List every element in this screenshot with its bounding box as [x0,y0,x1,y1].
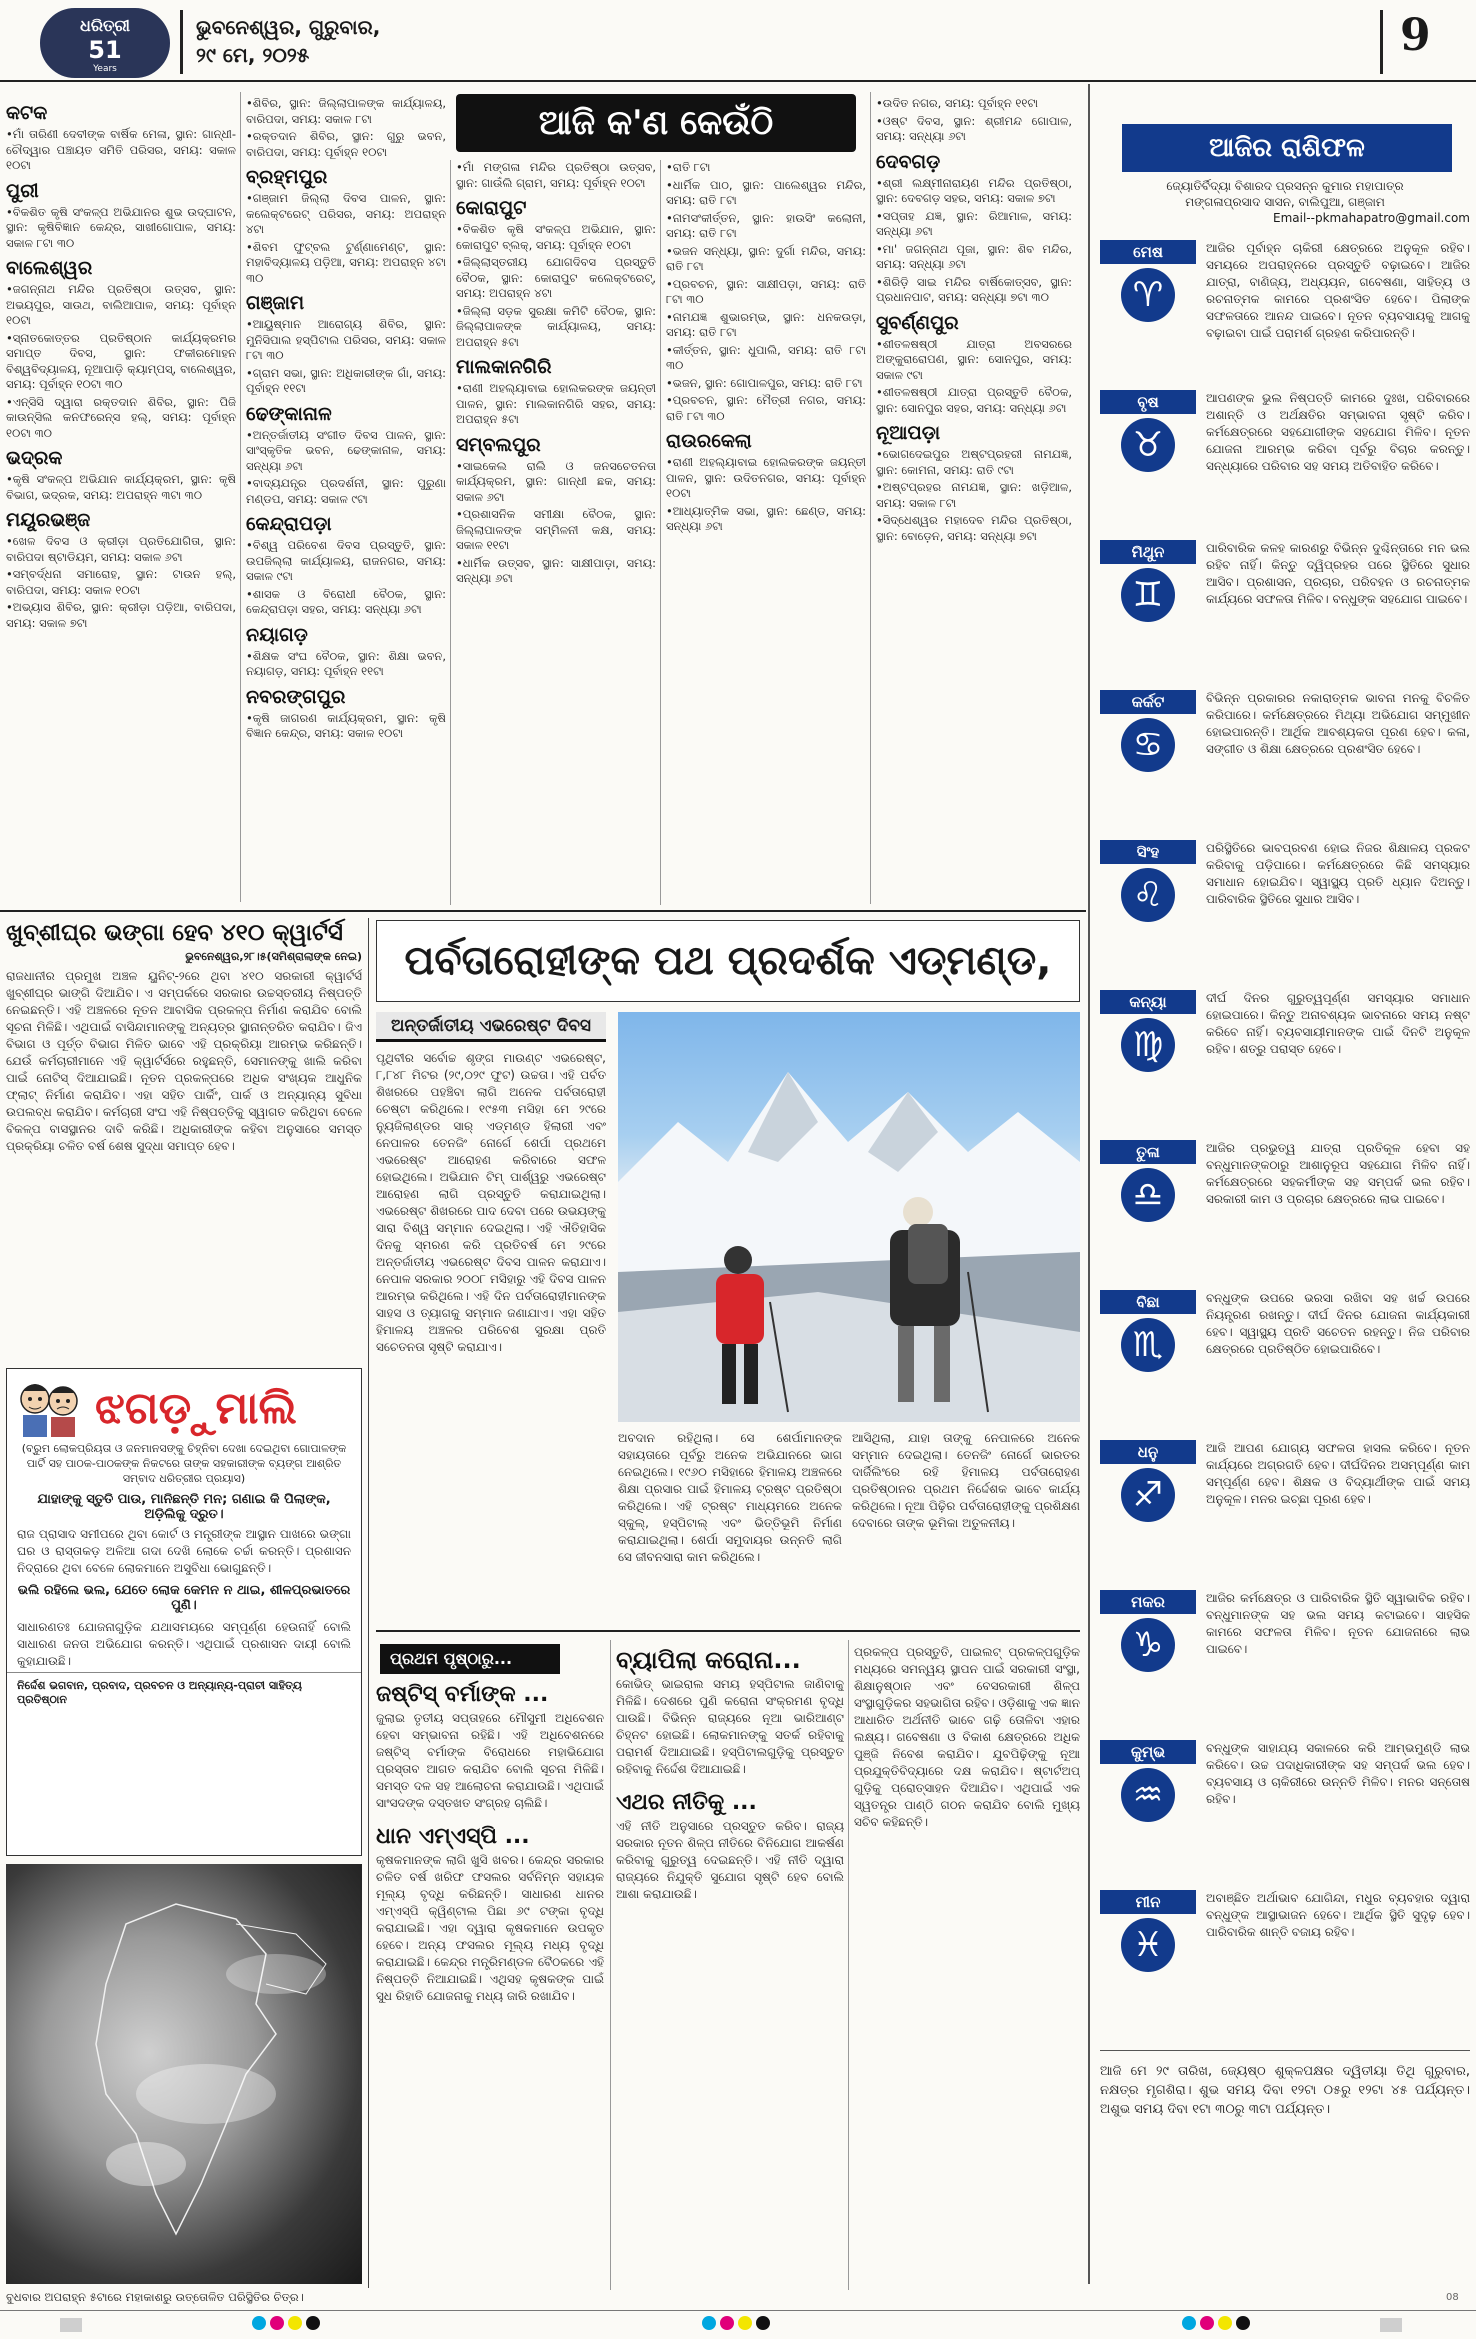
rashifal-title: ଆଜିର ରାଶିଫଳ [1122,124,1452,172]
listing-entry: • ପ୍ରଶାସନିକ ସମୀକ୍ଷା ବୈଠକ, ସ୍ଥାନ: ଜିଲ୍ଲାପାଳଙ୍କ ସମ୍ମିଳନୀ କକ୍ଷ, ସମୟ: ସକାଳ ୧୧ଟା [456,507,656,554]
cartoon-panel [6,1368,362,1856]
panji-text: ଆଜି ମେ ୨୯ ତାରିଖ, ଜ୍ୟେଷ୍ଠ ଶୁକ୍ଳପକ୍ଷର ଦ୍ୱିତୀୟା ତିଥି ଗୁରୁବାର, ନକ୍ଷତ୍ର ମୃଗଶିରା। ଶୁଭ ସମୟ ଦିବା ୧୨ଟା ୦୫ରୁ ୧୨ଟା ୪୫ ପର୍ଯ୍ୟନ୍ତ। ଅଶୁଭ ସମୟ ଦିବା ୧ଟା ୩୦ରୁ ୩ଟା ପର୍ଯ୍ୟନ୍ତ। [1100,2064,1470,2117]
listing-city-block [876,312,1072,417]
listing-entry: • ଜିଲ୍ଲାସ୍ତରୀୟ ଯୋଗଦିବସ ପ୍ରସ୍ତୁତି ବୈଠକ, ସ୍ଥାନ: କୋରାପୁଟ କଲେକ୍ଟରେଟ୍, ସମୟ: ଅପରାହ୍ନ ୪ଟା [456,255,656,302]
listing-entry: • ରାଣୀ ଅହଲ୍ୟାବାଇ ହୋଲକରଙ୍କ ଜୟନ୍ତୀ ପାଳନ, ସ୍ଥାନ: ମାଲକାନଗିରି ସହର, ସମୟ: ଅପରାହ୍ନ ୫ଟା [456,381,656,428]
listing-entry: • ରାତି ୮ଟା [666,160,866,176]
listing-entry: • ରାଣୀ ଅହଲ୍ୟାବାଇ ହୋଲକରଙ୍କ ଜୟନ୍ତୀ ପାଳନ, ସ୍ଥାନ: ଉଦିତନଗର, ସମୟ: ପୂର୍ବାହ୍ନ ୧୦ଟା [666,455,866,502]
rashi-name: ମେଷ [1100,240,1196,264]
yellow-dot [1218,2316,1232,2330]
story-headline: ବ୍ୟାପିଲା କରୋନା... [616,1646,801,1674]
black-dot [306,2316,320,2330]
story-headline: ଏଥର ନୀତିକୁ ... [616,1790,757,1815]
listing-entry: • ଓଷ୍ଟ ଦିବସ, ସ୍ଥାନ: ଶ୍ରୀମନ୍ଦ ଗୋପାଳ, ସମୟ: ସନ୍ଧ୍ୟା ୬ଟା [876,114,1072,145]
listing-entry: • ବାଦ୍ୟଯନ୍ତ୍ର ପ୍ରଦର୍ଶନୀ, ସ୍ଥାନ: ପୁରୁଣା ମଣ୍ଡପ, ସମୟ: ସକାଳ ୯ଟା [246,476,446,507]
listing-entry: • ବିଶ୍ୱ ପରିବେଶ ଦିବସ ପ୍ରସ୍ତୁତି, ସ୍ଥାନ: ଉପଜିଲ୍ଲା କାର୍ଯ୍ୟାଳୟ, ରାଜନଗର, ସମୟ: ସକାଳ ୯ଟା [246,538,446,585]
listing-city-block [876,422,1072,544]
astrologer-email: Email--pkmahapatro@gmail.com [1273,211,1470,225]
rashifal-credit [1100,178,1470,226]
aquarius-icon: ♒ [1121,1768,1175,1822]
column-divider [660,160,661,905]
registration-block [1380,2318,1402,2332]
city-name: ବ୍ରହ୍ମପୁର [246,166,328,188]
column-divider [240,92,241,902]
city-name: ମାଲକାନଗିରି [456,356,552,378]
cancer-icon: ♋ [1121,718,1175,772]
listing-city-block [6,180,236,252]
city-name: ସୁବର୍ଣ୍ଣପୁର [876,311,959,334]
listing-entry: • ଭଜନ, ସ୍ଥାନ: ଗୋପାଳପୁର, ସମୟ: ରାତି ୮ଟା [666,376,866,392]
listing-entry: • ଆୟୁଷ୍ମାନ ଆରୋଗ୍ୟ ଶିବିର, ସ୍ଥାନ: ମୁନିସିପାଲ ହସ୍ପିଟାଲ ପରିସର, ସମୟ: ସକାଳ ୮ଟା ୩୦ [246,317,446,364]
cartoon-body: ରାଜ ପ୍ରାସାଦ ସମୀପରେ ଥିବା କୋର୍ଟ ଓ ମନ୍ତ୍ରୀଙ୍କ ଆସ୍ଥାନ ପାଖରେ ଭଙ୍ଗା ଘର ଓ ରାସ୍ତାକଡ଼ ଅଳିଆ ଗଦା ଦେଖି ଲୋକେ ଚର୍ଚ୍ଚା କରନ୍ତି। ପ୍ରଶାସନ ନିଦ୍ରାରେ ଥିବା ବେଳେ ଲୋକମାନେ ଅସୁବିଧା ଭୋଗୁଛନ୍ତି। [17,1527,351,1575]
map-caption: ବୁଧବାର ଅପରାହ୍ନ ୫ଟାରେ ମହାକାଶରୁ ଉତ୍ତୋଳିତ ପରିସ୍ଥିତିର ଚିତ୍ର। [6,2290,304,2304]
listing-city-block [246,513,446,618]
cartoon-verse: ଭଲି ରହିଲେ ଭଲ, ଯେତେ ଲୋକ କେମନ ନ ଥାଇ, ଶୀଳପ୍ରଭାତରେ ପୁଣି। [17,1583,351,1613]
listing-city-block [246,624,446,680]
rashi-text: ଆଜିର ପ୍ରଭୁତ୍ୱ ଯାତ୍ରା ପ୍ରତିକୂଳ ହେବା ସହ ବନ୍ଧୁମାନଙ୍କଠାରୁ ଆଶାନୁରୂପ ସହଯୋଗ ମିଳିବ ନାହିଁ। କର୍ମକ୍ଷେତ୍ରରେ ସହକର୍ମୀଙ୍କ ସହ ସମ୍ପର୍କ ଭଲ ରହିବ। ସରକାରୀ କାମ ଓ ପ୍ରଚାର କ୍ଷେତ୍ରରେ ଲାଭ ପାଇବେ। [1206,1141,1470,1206]
cartoon-characters-icon [15,1377,85,1439]
story-headline: ଜଷ୍ଟିସ୍ ବର୍ମାଙ୍କ ... [376,1682,549,1707]
rashifal-list [1100,240,1470,2040]
listing-entry: • ସ୍ନାତକୋତ୍ତର ପ୍ରତିଷ୍ଠାନ କାର୍ଯ୍ୟକ୍ରମର ସମାପ୍ତ ଦିବସ, ସ୍ଥାନ: ଫକୀରମୋହନ ବିଶ୍ୱବିଦ୍ୟାଳୟ, ନୂଆପାଡ଼ି କ୍ୟାମ୍ପସ୍, ବାଲେଶ୍ୱର, ସମୟ: ପୂର୍ବାହ୍ନ ୧୦ଟା ୩୦ [6,331,236,393]
listing-entry: • ଅନ୍ତର୍ଜାତୀୟ ସଂଗୀତ ଦିବସ ପାଳନ, ସ୍ଥାନ: ସାଂସ୍କୃତିକ ଭବନ, ଢେଙ୍କାନାଳ, ସମୟ: ସନ୍ଧ୍ୟା ୬ଟା [246,428,446,475]
city-name: ନବରଙ୍ଗପୁର [246,685,346,708]
feature-body-left: ପୃଥିବୀର ସର୍ବୋଚ୍ଚ ଶୃଙ୍ଗ ମାଉଣ୍ଟ ଏଭରେଷ୍ଟ, ୮,୮୪୮ ମିଟର (୨୯,୦୨୯ ଫୁଟ) ଉଚ୍ଚତା। ଏହି ପର୍ବତ ଶିଖରରେ ପହଞ୍ଚିବା ଲାଗି ଅନେକ ପର୍ବତାରୋହୀ ଚେଷ୍ଟା କରିଥିଲେ। ୧୯୫୩ ମସିହା ମେ ୨୯ରେ ନ୍ୟୁଜିଲାଣ୍ଡର ସାର୍ ଏଡ୍‌ମଣ୍ଡ ହିଲାରୀ ଏବଂ ନେପାଳର ତେନଜିଂ ନୋର୍ଗେ ଶେର୍ପା ପ୍ରଥମେ ଏଭରେଷ୍ଟ ଆରୋହଣ କରିବାରେ ସଫଳ ହୋଇଥିଲେ। ଅଭିଯାନ ଟିମ୍ ପାର୍ଶ୍ୱରୁ ଏଭରେଷ୍ଟ ଆରୋହଣ ଲାଗି ପ୍ରସ୍ତୁତି କରାଯାଇଥିଲା। ଏଭରେଷ୍ଟ ଶିଖରରେ ପାଦ ଦେବା ପରେ ଉଭୟଙ୍କୁ ସାରା ବିଶ୍ୱ ସମ୍ମାନ ଦେଇଥିଲା। ଏହି ଐତିହାସିକ ଦିନକୁ ସ୍ମରଣ କରି ପ୍ରତିବର୍ଷ ମେ ୨୯ରେ ଅନ୍ତର୍ଜାତୀୟ ଏଭରେଷ୍ଟ ଦିବସ ପାଳନ କରାଯାଏ। ନେପାଳ ସରକାର ୨୦୦୮ ମସିହାରୁ ଏହି ଦିବସ ପାଳନ ଆରମ୍ଭ କରିଥିଲେ। ଏହି ଦିନ ପର୍ବତାରୋହୀମାନଙ୍କ ସାହସ ଓ ତ୍ୟାଗକୁ ସମ୍ମାନ ଜଣାଯାଏ। ଏହା ସହିତ ହିମାଳୟ ଅଞ୍ଚଳର ପରିବେଶ ସୁରକ୍ଷା ପ୍ରତି ସଚେତନତା ସୃଷ୍ଟି କରାଯାଏ। [376,1051,606,1354]
listing-entry: • ଶିବିର, ସ୍ଥାନ: ଜିଲ୍ଲାପାଳଙ୍କ କାର୍ଯ୍ୟାଳୟ, ବାରିପଦା, ସମୟ: ସକାଳ ୮ଟା [246,96,446,127]
city-name: ରାଉରକେଲା [666,430,752,452]
rashi-item-mithuna [1100,540,1470,690]
astrologer-name: ଜ୍ୟୋତିର୍ବିଦ୍ୟା ବିଶାରଦ ପ୍ରସନ୍ନ କୁମାର ମହାପାତ୍ର [1166,179,1404,193]
city-name: ବାଲେଶ୍ୱର [6,257,93,279]
listing-entry: • ନାମସଂକୀର୍ତ୍ତନ, ସ୍ଥାନ: ହାଉସିଂ କଲୋନୀ, ସମୟ: ରାତି ୮ଟା [666,211,866,242]
rashi-badge [1100,240,1196,322]
city-name: ଦେବଗଡ଼ [876,150,941,173]
listing-entry: • ସିଦ୍ଧେଶ୍ୱର ମହାଦେବ ମନ୍ଦିର ପ୍ରତିଷ୍ଠା, ସ୍ଥାନ: ବୋଡ଼େନ, ସମୟ: ସନ୍ଧ୍ୟା ୭ଟା [876,513,1072,544]
magenta-dot [1200,2316,1214,2330]
city-name: ଢେଙ୍କାନାଳ [246,402,332,425]
listing-entry: • ଧାର୍ମିକ ପାଠ, ସ୍ଥାନ: ପାଲେଶ୍ୱର ମନ୍ଦିର, ସମୟ: ରାତି ୮ଟା [666,178,866,209]
rashi-item-kanya [1100,990,1470,1140]
listing-entry: • ଶ୍ରୀ ଲକ୍ଷ୍ମୀନାରାୟଣ ମନ୍ଦିର ପ୍ରତିଷ୍ଠା, ସ୍ଥାନ: ଦେବଗଡ଼ ସହର, ସମୟ: ସକାଳ ୭ଟା [876,176,1072,207]
rashifal-divider [1088,84,1090,2284]
listing-entry: • ମା' ଜଗନ୍ନାଥ ପୂଜା, ସ୍ଥାନ: ଶିବ ମନ୍ଦିର, ସମୟ: ସନ୍ଧ୍ୟା ୬ଟା [876,242,1072,273]
listing-column-1 [6,96,236,906]
rashi-item-simha [1100,840,1470,990]
rashi-badge [1100,1440,1196,1522]
feature-body-right: ଆସିଥିଲା, ଯାହା ତାଙ୍କୁ ନେପାଳରେ ଅନେକ ସମ୍ମାନ ଦେଇଥିଲା। ତେନଜିଂ ନୋର୍ଗେ ଭାରତର ଦାର୍ଜିଲିଂରେ ରହି ହିମାଳୟ ପର୍ବତାରୋହଣ ପ୍ରତିଷ୍ଠାନର ପ୍ରଥମ ନିର୍ଦ୍ଦେଶକ ଭାବେ କାର୍ଯ୍ୟ କରିଥିଲେ। ନୂଆ ପିଢ଼ିର ପର୍ବତାରୋହୀଙ୍କୁ ପ୍ରଶିକ୍ଷଣ ଦେବାରେ ତାଙ୍କ ଭୂମିକା ଅତୁଳନୀୟ। [852,1431,1080,1530]
rashi-name: ମକର [1100,1590,1196,1614]
listing-entry: • କୃଷି ଜାଗରଣ କାର୍ଯ୍ୟକ୍ରମ, ସ୍ଥାନ: କୃଷି ବିଜ୍ଞାନ କେନ୍ଦ୍ର, ସମୟ: ସକାଳ ୧୦ଟା [246,711,446,742]
yellow-dot [288,2316,302,2330]
black-dot [1236,2316,1250,2330]
rashi-name: ମୀନ [1100,1890,1196,1914]
listing-entry: • ରକ୍ତଦାନ ଶିବିର, ସ୍ଥାନ: ଗୁରୁ ଭବନ, ବାରିପଦା, ସମୟ: ପୂର୍ବାହ୍ନ ୧୦ଟା [246,129,446,160]
rashi-item-dhanu [1100,1440,1470,1590]
panji-rule [1100,2050,1470,2051]
color-registration-marks [700,2316,772,2334]
rashi-name: ବୃଷ [1100,390,1196,414]
listing-city-block [6,447,236,503]
yellow-dot [738,2316,752,2330]
anniversary-number: 51 [88,36,122,64]
virgo-icon: ♍ [1121,1018,1175,1072]
rashi-text: ବନ୍ଧୁଙ୍କ ସାହାଯ୍ୟ ସକାଳରେ କରି ଆମ୍ଭମୁଣ୍ଡି ଲାଭ କରିବେ। ଉଚ୍ଚ ପଦାଧିକାରୀଙ୍କ ସହ ସମ୍ପର୍କ ଭଲ ହେବ। ବ୍ୟବସାୟ ଓ ଚାକିରୀରେ ଉନ୍ନତି ମିଳିବ। ମନର ସନ୍ତୋଷ ରହିବ। [1206,1741,1470,1806]
listing-entry: • ନାମଯଜ୍ଞ ଶୁଭାରମ୍ଭ, ସ୍ଥାନ: ଧନକଉଡ଼ା, ସମୟ: ରାତି ୮ଟା [666,310,866,341]
leo-icon: ♌ [1121,868,1175,922]
listing-city-block [6,257,236,441]
listing-entry: • ଖେଳ ଦିବସ ଓ କ୍ରୀଡ଼ା ପ୍ରତିଯୋଗିତା, ସ୍ଥାନ: ବାରିପଦା ଷ୍ଟାଡିୟମ, ସମୟ: ସକାଳ ୬ଟା [6,534,236,565]
rashi-text: ବିଭିନ୍ନ ପ୍ରକାରର ନକାରାତ୍ମକ ଭାବନା ମନକୁ ବିଚଳିତ କରିପାରେ। କର୍ମକ୍ଷେତ୍ରରେ ମିଥ୍ୟା ଅଭିଯୋଗ ସମ୍ମୁଖୀନ ହୋଇପାରନ୍ତି। ଆର୍ଥିକ ଆବଶ୍ୟକତା ପୂରଣ ହେବ। କଳା, ସଙ୍ଗୀତ ଓ ଶିକ୍ଷା କ୍ଷେତ୍ରରେ ପ୍ରଶଂସିତ ହେବେ। [1206,691,1470,756]
listing-entry: • କୀର୍ତ୍ତନ, ସ୍ଥାନ: ଧୁପାଲି, ସମୟ: ରାତି ୮ଟା ୩୦ [666,343,866,374]
listing-city-block [246,403,446,508]
rashi-item-makara [1100,1590,1470,1740]
listing-city-block [456,434,656,587]
story-headline: ଧାନ ଏମ୍‌ଏସ୍‌ପି ... [376,1824,530,1849]
rashi-name: କର୍କଟ [1100,690,1196,714]
cyan-dot [1182,2316,1196,2330]
rashi-text: ପାରିବାରିକ କଳହ କାରଣରୁ ବିଭିନ୍ନ ଦୁଶ୍ଚିନ୍ତାରେ ମନ ଭଲ ରହିବ ନାହିଁ। କିନ୍ତୁ ଦ୍ୱିପ୍ରହର ପରେ ସ୍ଥିତିରେ ସୁଧାର ଆସିବ। ପ୍ରଶାସନ, ପ୍ରଚାର, ପରିବହନ ଓ ରଚନାତ୍ମକ କାର୍ଯ୍ୟରେ ସଫଳତା ମିଳିବ। ବନ୍ଧୁଙ୍କ ସହଯୋଗ ପାଇବେ। [1206,541,1470,606]
rashi-text: ଦୀର୍ଘ ଦିନର ଗୁରୁତ୍ୱପୂର୍ଣ୍ଣ ସମସ୍ୟାର ସମାଧାନ ହୋଇପାରେ। କିନ୍ତୁ ଅନାବଶ୍ୟକ ଭାବନାରେ ସମୟ ନଷ୍ଟ କରିବେ ନାହିଁ। ବ୍ୟବସାୟୀମାନଙ୍କ ପାଇଁ ଦିନଟି ଅନୁକୂଳ ରହିବ। ଶତ୍ରୁ ପରାସ୍ତ ହେବେ। [1206,991,1470,1056]
rashi-item-tula [1100,1140,1470,1290]
rashi-name: ଧନୁ [1100,1440,1196,1464]
city-name: ପୁରୀ [6,179,39,202]
magenta-dot [720,2316,734,2330]
listing-entry: • ଶିକ୍ଷକ ସଂଘ ବୈଠକ, ସ୍ଥାନ: ଶିକ୍ଷା ଭବନ, ନୟାଗଡ଼, ସମୟ: ପୂର୍ବାହ୍ନ ୧୧ଟା [246,649,446,680]
listing-entry: • ପ୍ରବଚନ, ସ୍ଥାନ: ମୈତ୍ରୀ ନଗର, ସମୟ: ରାତି ୮ଟା ୩୦ [666,393,866,424]
listing-column-2 [246,96,446,906]
rashi-text: ବନ୍ଧୁଙ୍କ ଉପରେ ଭରସା ରଖିବା ସହ ଖର୍ଚ୍ଚ ଉପରେ ନିୟନ୍ତ୍ରଣ ରଖନ୍ତୁ। ଦୀର୍ଘ ଦିନର ଯୋଜନା କାର୍ଯ୍ୟକାରୀ ହେବ। ସ୍ୱାସ୍ଥ୍ୟ ପ୍ରତି ସଚେତନ ରହନ୍ତୁ। ନିଜ ପରିବାର କ୍ଷେତ୍ରରେ ପ୍ରତିଷ୍ଠିତ ହୋଇପାରିବେ। [1206,1291,1470,1356]
color-registration-marks [1180,2316,1252,2334]
listing-city-block [876,151,1072,306]
page-corner-code: 08 [1446,2292,1459,2303]
news-quarters [6,918,362,1358]
listing-entry: • ପ୍ରବଚନ, ସ୍ଥାନ: ସାକ୍ଷୀପଡ଼ା, ସମୟ: ରାତି ୮ଟା ୩୦ [666,277,866,308]
feature-kicker: ଅନ୍ତର୍ଜାତୀୟ ଏଭରେଷ୍ଟ ଦିବସ [376,1012,606,1042]
listing-entry: • ମାଁ ମଙ୍ଗଳା ମନ୍ଦିର ପ୍ରତିଷ୍ଠା ଉତ୍ସବ, ସ୍ଥାନ: ଗାଉଁଲି ଗ୍ରାମ, ସମୟ: ପୂର୍ବାହ୍ନ ୧୦ଟା [456,160,656,191]
rashi-badge [1100,990,1196,1072]
column-divider [368,918,369,2288]
rashi-name: କନ୍ୟା [1100,990,1196,1014]
listing-entry: • ଗଞ୍ଜାମ ଜିଲ୍ଲା ଦିବସ ପାଳନ, ସ୍ଥାନ: କଲେକ୍ଟରେଟ୍ ପରିସର, ସମୟ: ଅପରାହ୍ନ ୪ଟା [246,191,446,238]
listing-city-block [246,292,446,397]
rashi-item-meena [1100,1890,1470,2040]
listing-entry: • ସପ୍ତାହ ଯଜ୍ଞ, ସ୍ଥାନ: ରିଆମାଳ, ସମୟ: ସନ୍ଧ୍ୟା ୬ଟା [876,209,1072,240]
rashi-name: ବିଛା [1100,1290,1196,1314]
rashi-text: ଅବାଞ୍ଛିତ ଅର୍ଥାଭାବ ଯୋଗିନ୍ଦା, ମଧୁର ବ୍ୟବହାର ଦ୍ୱାରା ବନ୍ଧୁଙ୍କ ଆସ୍ଥାଭାଜନ ହେବେ। ଆର୍ଥିକ ସ୍ଥିତି ସୁଦୃଢ଼ ହେବ। ପାରିବାରିକ ଶାନ୍ତି ବଜାୟ ରହିବ। [1206,1891,1470,1939]
news-body: ରାଜଧାନୀର ପ୍ରମୁଖ ଅଞ୍ଚଳ ୟୁନିଟ୍-୨ରେ ଥିବା ୪୧୦ ସରକାରୀ କ୍ୱାର୍ଟର୍ସ ଖୁବ୍‌ଶୀଘ୍ର ଭାଙ୍ଗି ଦିଆଯିବ। ଏ ସମ୍ପର୍କରେ ସରକାର ଉଚ୍ଚସ୍ତରୀୟ ନିଷ୍ପତ୍ତି ନେଇଛନ୍ତି। ଏହି ଅଞ୍ଚଳରେ ନୂତନ ଆବାସିକ ପ୍ରକଳ୍ପ ନିର୍ମାଣ କରାଯିବ ବୋଲି ସୂଚନା ମିଳିଛି। ଏଥିପାଇଁ ବାସିନ୍ଦାମାନଙ୍କୁ ଅନ୍ୟତ୍ର ସ୍ଥାନାନ୍ତରିତ କରାଯିବ। ଜିଏ ବିଭାଗ ଓ ପୂର୍ତ୍ତ ବିଭାଗ ମିଳିତ ଭାବେ ଏହି ପ୍ରକ୍ରିୟା ଆରମ୍ଭ କରିଛନ୍ତି। ଯେଉଁ କର୍ମଚାରୀମାନେ ଏହି କ୍ୱାର୍ଟର୍ସରେ ରହୁଛନ୍ତି, ସେମାନଙ୍କୁ ଖାଲି କରିବା ପାଇଁ ନୋଟିସ୍ ଦିଆଯାଇଛି। ନୂତନ ପ୍ରକଳ୍ପରେ ଅଧିକ ସଂଖ୍ୟକ ଆଧୁନିକ ଫ୍ଲାଟ୍ ନିର୍ମାଣ କରାଯିବ। ଏହା ସହିତ ପାର୍କିଂ, ପାର୍କ ଓ ଅନ୍ୟାନ୍ୟ ସୁବିଧା ଉପଲବ୍ଧ କରାଯିବ। କର୍ମଚାରୀ ସଂଘ ଏହି ନିଷ୍ପତ୍ତିକୁ ସ୍ୱାଗତ କରିଥିବା ବେଳେ ବିକଳ୍ପ ବାସସ୍ଥାନର ଦାବି କରିଛି। ଅଧିକାରୀଙ୍କ କହିବା ଅନୁସାରେ ସମସ୍ତ ପ୍ରକ୍ରିୟା ଚଳିତ ବର୍ଷ ଶେଷ ସୁଦ୍ଧା ସମାପ୍ତ ହେବ। [6,969,362,1153]
listing-entry: • ଅଷ୍ଟପ୍ରହର ନାମଯଜ୍ଞ, ସ୍ଥାନ: ଖଡ଼ିଆଳ, ସମୟ: ସକାଳ ୮ଟା [876,480,1072,511]
listing-column-3 [456,160,656,906]
rashi-name: ମିଥୁନ [1100,540,1196,564]
listing-city-block [456,197,656,350]
black-dot [756,2316,770,2330]
india-outline-icon [6,1864,362,2284]
aries-icon: ♈ [1121,268,1175,322]
listing-city-block [666,160,866,424]
continued-label: ପ୍ରଥମ ପୃଷ୍ଠାରୁ... [380,1644,560,1674]
story-body: କୋଭିଡ୍ ଭାଇରାଲ ସମୟ ହସ୍ପିଟାଲ ଜାଣିବାକୁ ମିଳିଛି। ଦେଶରେ ପୁଣି କରୋନା ସଂକ୍ରମଣ ବୃଦ୍ଧି ପାଉଛି। ବିଭିନ୍ନ ରାଜ୍ୟରେ ନୂଆ ଭାରିଆଣ୍ଟ ଚିହ୍ନଟ ହୋଇଛି। ଲୋକମାନଙ୍କୁ ସତର୍କ ରହିବାକୁ ପରାମର୍ଶ ଦିଆଯାଇଛି। ହସ୍ପିଟାଲଗୁଡ଼ିକୁ ପ୍ରସ୍ତୁତ ରହିବାକୁ ନିର୍ଦ୍ଦେଶ ଦିଆଯାଇଛି। [616,1677,844,1776]
listing-entry: • ଗ୍ରାମ ସଭା, ସ୍ଥାନ: ଅଧିକାରୀଙ୍କ ଗାଁ, ସମୟ: ପୂର୍ବାହ୍ନ ୧୧ଟା [246,366,446,397]
rashi-name: ତୁଳା [1100,1140,1196,1164]
everest-photo [618,1012,1080,1422]
gemini-icon: ♊ [1121,568,1175,622]
listing-city-block [666,430,866,535]
capricorn-icon: ♑ [1121,1618,1175,1672]
rashi-badge [1100,690,1196,772]
listing-entry: • ଜଗନ୍ନାଥ ମନ୍ଦିର ପ୍ରତିଷ୍ଠା ଉତ୍ସବ, ସ୍ଥାନ: ଅଭୟପୁର, ସାଉଥ, ବାଲିଆପାଳ, ସମୟ: ପୂର୍ବାହ୍ନ ୧୦ଟା [6,282,236,329]
rashi-badge [1100,1740,1196,1822]
listing-entry: • ଆଧ୍ୟାତ୍ମିକ ସଭା, ସ୍ଥାନ: ଛେଣ୍ଡ, ସମୟ: ସନ୍ଧ୍ୟା ୬ଟା [666,504,866,535]
listing-entry: • ଉଦିତ ନଗର, ସମୟ: ପୂର୍ବାହ୍ନ ୧୧ଟା [876,96,1072,112]
listing-city-block [246,166,446,286]
column-divider [610,1640,611,2290]
cyan-dot [702,2316,716,2330]
listing-entry: • ବିକଶିତ କୃଷି ସଂକଳ୍ପ ଅଭିଯାନ, ସ୍ଥାନ: କୋରାପୁଟ ବ୍ଲକ୍, ସମୟ: ପୂର୍ବାହ୍ନ ୧୦ଟା [456,222,656,253]
rashi-item-brusha [1100,390,1470,540]
story-body: ଜୁଲାଇ ତୃତୀୟ ସପ୍ତାହରେ ମୌସୁମୀ ଅଧିବେଶନ ହେବା ସମ୍ଭାବନା ରହିଛି। ଏହି ଅଧିବେଶନରେ ଜଷ୍ଟିସ୍ ବର୍ମାଙ୍କ ବିରୋଧରେ ମହାଭିଯୋଗ ପ୍ରସ୍ତାବ ଆଗତ କରାଯିବ ବୋଲି ସୂଚନା ମିଳିଛି। ସମସ୍ତ ଦଳ ସହ ଆଲୋଚନା କରାଯାଉଛି। ଏଥିପାଇଁ ସାଂସଦଙ୍କ ଦସ୍ତଖତ ସଂଗ୍ରହ ଚାଲିଛି। [376,1711,604,1810]
rashi-badge [1100,1890,1196,1972]
rashi-text: ଆଜିର କର୍ମକ୍ଷେତ୍ର ଓ ପାରିବାରିକ ସ୍ଥିତି ସ୍ୱାଭାବିକ ରହିବ। ବନ୍ଧୁମାନଙ୍କ ସହ ଭଲ ସମୟ କଟାଇବେ। ସାହସିକ କାମରେ ସଫଳତା ମିଳିବ। ନୂତନ ଯୋଜନାରେ ଲାଭ ପାଇବେ। [1206,1591,1470,1656]
listing-city-block [246,96,446,160]
scorpio-icon: ♏ [1121,1318,1175,1372]
cartoon-title: ଝଗଡ଼ୁମାଲି [95,1382,297,1434]
satellite-weather-map [6,1864,362,2284]
column-divider [848,1640,849,2290]
city-name: ମୟୂରଭଞ୍ଜ [6,509,91,531]
listing-city-block [6,509,236,631]
continued-column-1 [376,1680,604,2290]
rashi-badge [1100,390,1196,472]
cartoon-verse: ଯାହାଙ୍କୁ ସ୍ତୁତି ପାଉ, ମାନିଛନ୍ତି ମନ; ଗଣାଇ କି ପିଲାଙ୍କ, ଅଡ଼ିଲିକୁ ଦ୍ରୁତ। [37,1492,331,1522]
listing-entry: • ଭଜନ ସନ୍ଧ୍ୟା, ସ୍ଥାନ: ଦୁର୍ଗା ମନ୍ଦିର, ସମୟ: ରାତି ୮ଟା [666,244,866,275]
listing-entry: • ଜିଲ୍ଲା ସଡ଼କ ସୁରକ୍ଷା କମିଟି ବୈଠକ, ସ୍ଥାନ: ଜିଲ୍ଲାପାଳଙ୍କ କାର୍ଯ୍ୟାଳୟ, ସମୟ: ଅପରାହ୍ନ ୫ଟା [456,304,656,351]
libra-icon: ♎ [1121,1168,1175,1222]
cartoon-credit: ନିର୍ଦ୍ଦେଶ ଭଗବାନ, ପ୍ରବାଦ, ପ୍ରବଚନ ଓ ଅନ୍ୟାନ୍ୟ-ପ୍ରାଚୀ ସାହିତ୍ୟ ପ୍ରତିଷ୍ଠାନ [7,1672,361,1713]
brand-name: ଧରିତ୍ରୀ [80,16,130,35]
city-name: କଟକ [6,102,48,124]
rashi-item-mesha [1100,240,1470,390]
listing-city-block [876,96,1072,145]
pisces-icon: ♓ [1121,1918,1175,1972]
cartoon-header [7,1369,361,1441]
news-headline: ଖୁବ୍‌ଶୀଘ୍ର ଭଙ୍ଗା ହେବ ୪୧୦ କ୍ୱାର୍ଟର୍ସ [6,920,343,946]
rashi-badge [1100,1590,1196,1672]
magenta-dot [270,2316,284,2330]
rashi-text: ଆପଣଙ୍କ ଭୁଲ ନିଷ୍ପତ୍ତି କାମରେ ଦୁଃଖ, ପରିବାରରେ ଅଶାନ୍ତି ଓ ଅର୍ଥକ୍ଷତିର ସମ୍ଭାବନା ସୃଷ୍ଟି କରିବ। କର୍ମକ୍ଷେତ୍ରରେ ସହଯୋଗୀଙ୍କ ସହଯୋଗ ମିଳିବ। ନୂତନ ଯୋଜନା ଆରମ୍ଭ କରିବା ପୂର୍ବରୁ ବିଚାର କରନ୍ତୁ। ସନ୍ଧ୍ୟାରେ ପରିବାର ସହ ସମୟ ଅତିବାହିତ କରିବେ। [1206,391,1470,473]
rashi-badge [1100,1140,1196,1222]
cyan-dot [252,2316,266,2330]
sagittarius-icon: ♐ [1121,1468,1175,1522]
rashi-text: ପରିସ୍ଥିତିରେ ଭାବପ୍ରବଣ ହୋଇ ନିଜର ଶିକ୍ଷାଳୟ ପ୍ରକଟ କରିବାକୁ ପଡ଼ିପାରେ। କର୍ମକ୍ଷେତ୍ରରେ କିଛି ସମସ୍ୟାର ସମାଧାନ ହୋଇଯିବ। ସ୍ୱାସ୍ଥ୍ୟ ପ୍ରତି ଧ୍ୟାନ ଦିଅନ୍ତୁ। ପାରିବାରିକ ସ୍ଥିତିରେ ସୁଧାର ଆସିବ। [1206,841,1470,906]
cartoon-caption: (ବ୍ରୁମ ଲୋକପ୍ରିୟତା ଓ ଜନମାନସଙ୍କୁ ଚିହ୍ନିବା ଦେଖା ଦେଇଥିବା ଗୋପାଳଙ୍କ ପାର୍ଟି ସହ ପାଠକ-ପାଠକଙ୍କ ନିକଟରେ ତାଙ୍କ ସହକାରୀଙ୍କ ବ୍ୟଙ୍ଗ ଆଶ୍ରିତ ସମ୍ବାଦ ଧରିତ୍ରୀର ପ୍ରୟାସ) [21,1442,347,1485]
feature-headline: ପର୍ବତାରୋହୀଙ୍କ ପଥ ପ୍ରଦର୍ଶକ ଏଡ୍‌ମଣ୍ଡ, [376,920,1080,1002]
listing-entry: • ଶିବମ ଫୁଟ୍‌ବଲ ଟୁର୍ଣ୍ଣାମେଣ୍ଟ, ସ୍ଥାନ: ମହାବିଦ୍ୟାଳୟ ପଡ଼ିଆ, ସମୟ: ଅପରାହ୍ନ ୪ଟା ୩୦ [246,240,446,287]
section-rule [376,1630,1080,1632]
rashi-item-kumbha [1100,1740,1470,1890]
story-body: ଏହି ନୀତି ଅନୁସାରେ ପ୍ରସ୍ତୁତ କରିବ। ରାଜ୍ୟ ସରକାର ନୂତନ ଶିଳ୍ପ ନୀତିରେ ବିନିଯୋଗ ଆକର୍ଷଣ କରିବାକୁ ଗୁରୁତ୍ୱ ଦେଇଛନ୍ତି। ଏହି ନୀତି ଦ୍ୱାରା ରାଜ୍ୟରେ ନିଯୁକ୍ତି ସୁଯୋଗ ସୃଷ୍ଟି ହେବ ବୋଲି ଆଶା କରାଯାଉଛି। [616,1819,844,1901]
registration-block [60,2318,82,2332]
listing-column-5 [876,96,1072,906]
city-name: ନୟାଗଡ଼ [246,623,308,646]
rashi-item-karkata [1100,690,1470,840]
newspaper-logo [40,8,170,78]
rashi-badge [1100,540,1196,622]
taurus-icon: ♉ [1121,418,1175,472]
dateline-date: ୨୯ ମେ, ୨୦୨୫ [196,43,310,67]
listing-entry: • ଶାସକ ଓ ବିରୋଧୀ ବୈଠକ, ସ୍ଥାନ: କେନ୍ଦ୍ରାପଡ଼ା ସହର, ସମୟ: ସନ୍ଧ୍ୟା ୬ଟା [246,587,446,618]
masthead-rule [0,80,1476,82]
feature-body-mid: ଅବଦାନ ରହିଥିଲା। ସେ ଶେର୍ପାମାନଙ୍କ ସହାୟତାରେ ପୂର୍ବରୁ ଅନେକ ଅଭିଯାନରେ ଭାଗ ନେଇଥିଲେ। ୧୯୬୦ ମସିହାରେ ହିମାଳୟ ଅଞ୍ଚଳରେ ଶିକ୍ଷା ପ୍ରସାର ପାଇଁ ହିମାଳୟ ଟ୍ରଷ୍ଟ ପ୍ରତିଷ୍ଠା କରିଥିଲେ। ଏହି ଟ୍ରଷ୍ଟ ମାଧ୍ୟମରେ ଅନେକ ସ୍କୁଲ୍, ହସ୍ପିଟାଲ୍ ଏବଂ ଭିତ୍ତିଭୂମି ନିର୍ମାଣ କରାଯାଇଥିଲା। ଶେର୍ପା ସମୁଦାୟର ଉନ୍ନତି ଲାଗି ସେ ଜୀବନସାରା କାମ କରିଥିଲେ। [618,1431,842,1564]
column-divider [450,160,451,905]
city-name: ଗଞ୍ଜାମ [246,292,305,314]
listing-entry: • ଶିରିଡ଼ି ସାଇ ମନ୍ଦିର ବାର୍ଷିକୋତ୍ସବ, ସ୍ଥାନ: ପ୍ରଧାନପାଟ, ସମୟ: ସନ୍ଧ୍ୟା ୭ଟା ୩୦ [876,275,1072,306]
anniversary-unit: Years [93,64,117,74]
page-number: 9 [1400,10,1431,61]
listing-entry: • ଶୀତଳଷଷ୍ଠୀ ଯାତ୍ରା ପ୍ରସ୍ତୁତି ବୈଠକ, ସ୍ଥାନ: ସୋନପୁର ସହର, ସମୟ: ସନ୍ଧ୍ୟା ୬ଟା [876,385,1072,416]
listing-city-block [246,686,446,742]
dateline-day: ଭୁବନେଶ୍ୱର, ଗୁରୁବାର, [196,15,381,39]
masthead-divider [180,10,183,74]
rashi-badge [1100,1290,1196,1372]
story-body: କୃଷକମାନଙ୍କ ଲାଗି ଖୁସି ଖବର। କେନ୍ଦ୍ର ସରକାର ଚଳିତ ବର୍ଷ ଖରିଫ ଫସଲର ସର୍ବନିମ୍ନ ସହାୟକ ମୂଲ୍ୟ ବୃଦ୍ଧି କରିଛନ୍ତି। ସାଧାରଣ ଧାନର ଏମ୍‌ଏସ୍‌ପି କ୍ୱିଣ୍ଟାଲ ପିଛା ୬୯ ଟଙ୍କା ବୃଦ୍ଧି କରାଯାଇଛି। ଏହା ଦ୍ୱାରା କୃଷକମାନେ ଉପକୃତ ହେବେ। ଅନ୍ୟ ଫସଲର ମୂଲ୍ୟ ମଧ୍ୟ ବୃଦ୍ଧି କରାଯାଇଛି। କେନ୍ଦ୍ର ମନ୍ତ୍ରିମଣ୍ଡଳ ବୈଠକରେ ଏହି ନିଷ୍ପତ୍ତି ନିଆଯାଇଛି। ଏଥିସହ କୃଷକଙ୍କ ପାଇଁ ସୁଧ ରିହାତି ଯୋଜନାକୁ ମଧ୍ୟ ଜାରି ରଖାଯିବ। [376,1853,604,2003]
column-divider [870,92,871,904]
rashi-badge [1100,840,1196,922]
rashi-text: ଆଜି ଆପଣ ଯୋଗ୍ୟ ସଫଳତା ହାସଲ କରିବେ। ନୂତନ କାର୍ଯ୍ୟରେ ଅଗ୍ରଗତି ହେବ। ଦୀର୍ଘଦିନର ଅସମ୍ପୂର୍ଣ୍ଣ କାମ ସମ୍ପୂର୍ଣ୍ଣ ହେବ। ଶିକ୍ଷକ ଓ ବିଦ୍ୟାର୍ଥୀଙ୍କ ପାଇଁ ସମୟ ଅନୁକୂଳ। ମନର ଇଚ୍ଛା ପୂରଣ ହେବ। [1206,1441,1470,1506]
rashi-text: ଆଜିର ପୂର୍ବାହ୍ନ ଚାକିରୀ କ୍ଷେତ୍ରରେ ଅନୁକୂଳ ରହିବ। ସମୟରେ ଅପରାହ୍ନରେ ପ୍ରସ୍ତୁତି ବଢ଼ାଇବେ। ଆଜିର ଯାତ୍ରା, ବାଣିଜ୍ୟ, ଅଧ୍ୟୟନ, ଗବେଷଣା, ସାହିତ୍ୟ ଓ ରଚନାତ୍ମକ କାମରେ ପ୍ରଶଂସିତ ହେବେ। ପିଲାଙ୍କ ସଫଳତାରେ ଆନନ୍ଦ ପାଇବେ। ନୂତନ ବ୍ୟବସାୟକୁ ଆଗକୁ ବଢ଼ାଇବା ପାଇଁ ପରାମର୍ଶ ଗ୍ରହଣ କରିପାରନ୍ତି। [1206,241,1470,340]
listing-city-block [6,102,236,174]
news-byline: ଭୁବନେଶ୍ୱର,୨୮।୫(ସମିଶ୍ରାଲାଙ୍କ ନେଇ) [185,950,362,963]
city-name: କେନ୍ଦ୍ରାପଡ଼ା [246,513,332,535]
listing-entry: • କୃଷି ସଂକଳ୍ପ ଅଭିଯାନ କାର୍ଯ୍ୟକ୍ରମ, ସ୍ଥାନ: କୃଷି ବିଭାଗ, ଭଦ୍ରକ, ସମୟ: ଅପରାହ୍ନ ୩ଟା ୩୦ [6,472,236,503]
city-name: ନୂଆପଡ଼ା [876,422,941,444]
continued-column-3: ପ୍ରକଳ୍ପ ପ୍ରସ୍ତୁତି, ପାଇଲଟ୍ ପ୍ରକଳ୍ପଗୁଡ଼ିକ ମଧ୍ୟରେ ସମନ୍ୱୟ ସ୍ଥାପନ ପାଇଁ ସରକାରୀ ସଂସ୍ଥା, ଶିକ୍ଷାନୁଷ୍ଠାନ ଏବଂ ବେସରକାରୀ ଶିଳ୍ପ ସଂସ୍ଥାଗୁଡ଼ିକର ସହଭାଗିତା ରହିବ। ଓଡ଼ିଶାକୁ ଏକ ଜ୍ଞାନ ଆଧାରିତ ଅର୍ଥନୀତି ଭାବେ ଗଢ଼ି ତୋଳିବା ଏହାର ଲକ୍ଷ୍ୟ। ଗବେଷଣା ଓ ବିକାଶ କ୍ଷେତ୍ରରେ ଅଧିକ ପୁଞ୍ଜି ନିବେଶ କରାଯିବ। ଯୁବପିଢ଼ିଙ୍କୁ ନୂଆ ପ୍ରଯୁକ୍ତିବିଦ୍ୟାରେ ଦକ୍ଷ କରାଯିବ। ଷ୍ଟାର୍ଟଅପ୍ ଗୁଡ଼ିକୁ ପ୍ରୋତ୍ସାହନ ଦିଆଯିବ। ଏଥିପାଇଁ ଏକ ସ୍ୱତନ୍ତ୍ର ପାଣ୍ଠି ଗଠନ କରାଯିବ ବୋଲି ମୁଖ୍ୟ ସଚିବ କହିଛନ୍ତି। [854,1645,1080,1829]
listing-entry: • ଅଭ୍ୟାସ ଶିବିର, ସ୍ଥାନ: କ୍ରୀଡ଼ା ପଡ଼ିଆ, ବାରିପଦା, ସମୟ: ସକାଳ ୭ଟା [6,600,236,631]
color-registration-marks [250,2316,322,2334]
city-name: କୋରାପୁଟ [456,197,527,219]
rashi-name: କୁମ୍ଭ [1100,1740,1196,1764]
listing-entry: • ଧାର୍ମିକ ଉତ୍ସବ, ସ୍ଥାନ: ସାକ୍ଷୀପାଡ଼ା, ସମୟ: ସନ୍ଧ୍ୟା ୬ଟା [456,556,656,587]
rashi-item-bichha [1100,1290,1470,1440]
listing-entry: • ସାଇକେଲ ରାଲି ଓ ଜନସଚେତନତା କାର୍ଯ୍ୟକ୍ରମ, ସ୍ଥାନ: ଗାନ୍ଧୀ ଛକ, ସମୟ: ସକାଳ ୬ଟା [456,459,656,506]
footer-rule [0,2310,1476,2311]
listing-entry: • ଭୋଗଦେଇପୁର ଅଷ୍ଟପ୍ରହରୀ ନାମଯଜ୍ଞ, ସ୍ଥାନ: କୋମନା, ସମୟ: ରାତି ୯ଟା [876,447,1072,478]
listing-entry: • ସମ୍ବର୍ଦ୍ଧନା ସମାରୋହ, ସ୍ଥାନ: ଟାଉନ ହଲ୍, ବାରିପଦା, ସମୟ: ସକାଳ ୧୦ଟା [6,567,236,598]
aaji-kana-kouthi-title: ଆଜି କ'ଣ କେଉଁଠି [456,94,856,152]
listing-entry: • ବିକଶିତ କୃଷି ସଂକଳ୍ପ ଅଭିଯାନର ଶୁଭ ଉଦ୍‌ଘାଟନ, ସ୍ଥାନ: କୃଷିବିଜ୍ଞାନ କେନ୍ଦ୍ର, ସାଖୀଗୋପାଳ, ସମୟ: ସକାଳ ୮ଟା ୩୦ [6,205,236,252]
cartoon-body: ସାଧାରଣତଃ ଯୋଜନାଗୁଡ଼ିକ ଯଥାସମୟରେ ସମ୍ପୂର୍ଣ୍ଣ ହେଉନାହିଁ ବୋଲି ସାଧାରଣ ଜନତା ଅଭିଯୋଗ କରନ୍ତି। ଏଥିପାଇଁ ପ୍ରଶାସନ ଦାୟୀ ବୋଲି କୁହାଯାଉଛି। [17,1620,351,1668]
city-name: ସମ୍ବଲପୁର [456,433,541,456]
city-name: ଭଦ୍ରକ [6,447,63,469]
rashi-name: ସିଂହ [1100,840,1196,864]
listing-column-4 [666,160,866,906]
listing-city-block [456,356,656,428]
section-rule [0,910,1086,912]
listing-entry: • ମାଁ ତାରିଣୀ ଦେବୀଙ୍କ ବାର୍ଷିକ ମେଳା, ସ୍ଥାନ: ଗାନ୍ଧୀ-ଚୌଦ୍ୱାର ପଞ୍ଚାୟତ ସମିତି ପରିସର, ସମୟ: ସକାଳ ୧୦ଟା [6,127,236,174]
astrologer-address: ମଙ୍ଗଳାପ୍ରସାଦ ସାସନ, ବାଲିପୁଆ, ଗଞ୍ଜାମ [1185,195,1385,209]
pagenum-divider [1380,10,1383,74]
listing-entry: • ଶୀତଳଷଷ୍ଠୀ ଯାତ୍ରା ଅବସରରେ ଅଙ୍କୁରାରୋପଣ, ସ୍ଥାନ: ସୋନପୁର, ସମୟ: ସକାଳ ୯ଟା [876,337,1072,384]
listing-entry: • ଏନ୍‌ସିସି ଦ୍ୱାରା ରକ୍ତଦାନ ଶିବିର, ସ୍ଥାନ: ପିଜି କାଉନ୍ସିଲ କନଫରେନ୍ସ ହଲ୍, ସମୟ: ପୂର୍ବାହ୍ନ ୧୦ଟା ୩୦ [6,395,236,442]
listing-city-block [456,160,656,191]
continued-column-2 [616,1644,844,2290]
